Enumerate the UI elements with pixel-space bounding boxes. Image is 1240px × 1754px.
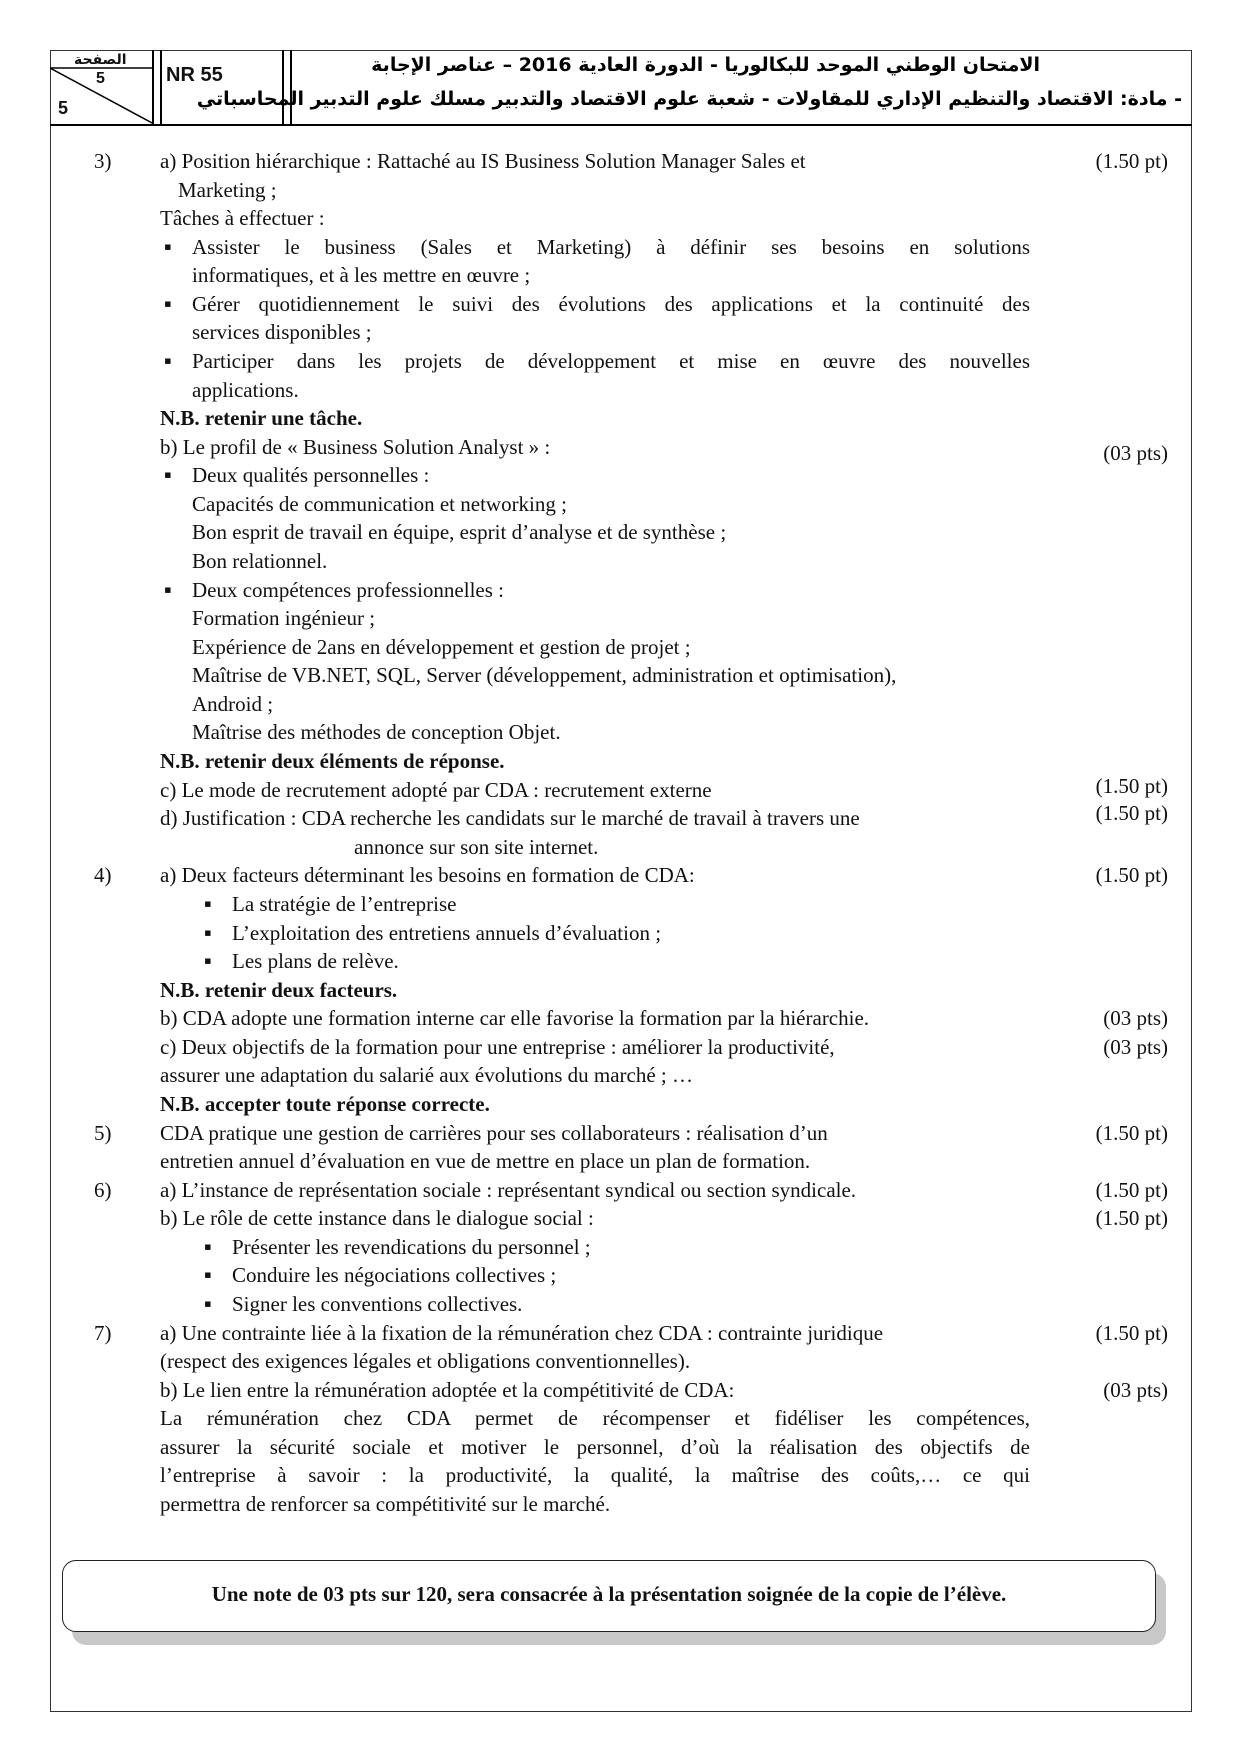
question-number-6: 6) [94,1178,112,1202]
question-number-7: 7) [94,1321,112,1345]
answer-line: a) Position hiérarchique : Rattaché au IS Business Solution Manager Sales et [160,149,806,173]
nb-note: N.B. retenir une tâche. [160,406,363,430]
bullet-item: ▪ Présenter les revendications du personnel ; [232,1234,591,1260]
bullet-item: ▪ La stratégie de l’entreprise [232,891,456,917]
page-current: 5 [58,98,69,118]
answer-line: a) Une contrainte liée à la fixation de la rémunération chez CDA : contrainte juridique [160,1321,884,1345]
answer-line: annonce sur son site internet. [354,835,599,859]
answer-line: a) Deux facteurs déterminant les besoins en formation de CDA: [160,863,695,887]
answer-line: Tâches à effectuer : [160,206,325,230]
answer-line: Maîtrise de VB.NET, SQL, Server (développement, administration et optimisation), [192,663,897,687]
points-label: (1.50 pt) [1095,801,1168,825]
exam-title-line2: - مادة: الاقتصاد والتنظيم الإداري للمقاولات - شعبة علوم الاقتصاد والتدبير مسلك علوم التدبير المحاسباتي [196,88,1182,110]
points-label: (03 pts) [1103,1035,1168,1059]
points-label: (03 pts) [1103,1378,1168,1402]
answer-line: c) Le mode de recrutement adopté par CDA : recrutement externe [160,778,712,802]
nb-note: N.B. retenir deux facteurs. [160,978,398,1002]
page-label: الصفحة [74,52,127,68]
answer-line: La rémunération chez CDA permet de récompenser et fidéliser les compétences, [160,1406,1030,1430]
bullet-item: ▪ Participer dans les projets de développement et mise en œuvre des nouvelles [192,348,1030,374]
answer-line: Capacités de communication et networking ; [192,492,567,516]
answer-line: assurer une adaptation du salarié aux évolutions du marché ; … [160,1063,693,1087]
answer-line: Bon esprit de travail en équipe, esprit d’analyse et de synthèse ; [192,520,727,544]
exam-code: NR 55 [160,50,284,124]
answer-line: (respect des exigences légales et obligations conventionnelles). [160,1349,691,1373]
presentation-note: Une note de 03 pts sur 120, sera consacrée à la présentation soignée de la copie de l’élève. [62,1560,1156,1632]
bullet-item: ▪ Conduire les négociations collectives ; [232,1262,556,1288]
exam-title-box [196,50,1190,124]
exam-title-line1: الامتحان الوطني الموحد للبكالوريا - الدورة العادية 2016 – عناصر الإجابة [371,54,1040,76]
question-number-5: 5) [94,1121,112,1145]
answer-line: permettra de renforcer sa compétitivité sur le marché. [160,1492,611,1516]
bullet-item: ▪ Gérer quotidiennement le suivi des évolutions des applications et la continuité des [192,291,1030,317]
bullet-item: ▪ Assister le business (Sales et Marketing) à définir ses besoins en solutions [192,234,1030,260]
points-label: (1.50 pt) [1095,1321,1168,1345]
nb-note: N.B. accepter toute réponse correcte. [160,1092,490,1116]
points-label: (1.50 pt) [1095,1206,1168,1230]
points-label: (03 pts) [1103,1006,1168,1030]
points-label: (1.50 pt) [1095,149,1168,173]
page-number-box [50,50,154,124]
answer-line: c) Deux objectifs de la formation pour une entreprise : améliorer la productivité, [160,1035,835,1059]
answer-line: Formation ingénieur ; [192,606,376,630]
answer-line: Android ; [192,692,274,716]
answer-line: CDA pratique une gestion de carrières pour ses collaborateurs : réalisation d’un [160,1121,828,1145]
question-number-3: 3) [94,149,112,173]
bullet-item: ▪ Deux compétences professionnelles : [192,577,504,603]
answer-line: d) Justification : CDA recherche les candidats sur le marché de travail à travers une [160,806,860,830]
bullet-item: ▪ L’exploitation des entretiens annuels d’évaluation ; [232,920,661,946]
answer-line: Maîtrise des méthodes de conception Objet. [192,720,561,744]
answer-line: b) Le profil de « Business Solution Analyst » : [160,435,551,459]
bullet-item: ▪ Signer les conventions collectives. [232,1291,522,1317]
answer-line: Expérience de 2ans en développement et gestion de projet ; [192,635,691,659]
exam-header [50,50,1192,126]
answer-line: assurer la sécurité sociale et motiver le personnel, d’où la réalisation des objectifs de [160,1435,1030,1459]
answer-line: b) Le rôle de cette instance dans le dialogue social : [160,1206,594,1230]
bullet-item: ▪ Deux qualités personnelles : [192,462,429,488]
question-number-4: 4) [94,863,112,887]
points-label: (1.50 pt) [1095,1121,1168,1145]
answer-line: applications. [192,378,299,402]
page-total: 5 [96,70,105,87]
answer-line: entretien annuel d’évaluation en vue de mettre en place un plan de formation. [160,1149,811,1173]
points-label: (1.50 pt) [1095,774,1168,798]
answer-line: Bon relationnel. [192,549,328,573]
points-label: (1.50 pt) [1095,1178,1168,1202]
points-label: (1.50 pt) [1095,863,1168,887]
answer-line: l’entreprise à savoir : la productivité, la qualité, la maîtrise des coûts,… ce qui [160,1463,1030,1487]
answer-line: informatiques, et à les mettre en œuvre ; [192,263,531,287]
answer-line: b) Le lien entre la rémunération adoptée et la compétitivité de CDA: [160,1378,735,1402]
answer-line: b) CDA adopte une formation interne car elle favorise la formation par la hiérarchie. [160,1006,870,1030]
answer-line: Marketing ; [178,178,277,202]
bullet-item: ▪ Les plans de relève. [232,948,399,974]
points-label: (03 pts) [1103,441,1168,465]
nb-note: N.B. retenir deux éléments de réponse. [160,749,505,773]
answer-line: a) L’instance de représentation sociale : représentant syndical ou section syndicale. [160,1178,857,1202]
answer-line: services disponibles ; [192,320,372,344]
